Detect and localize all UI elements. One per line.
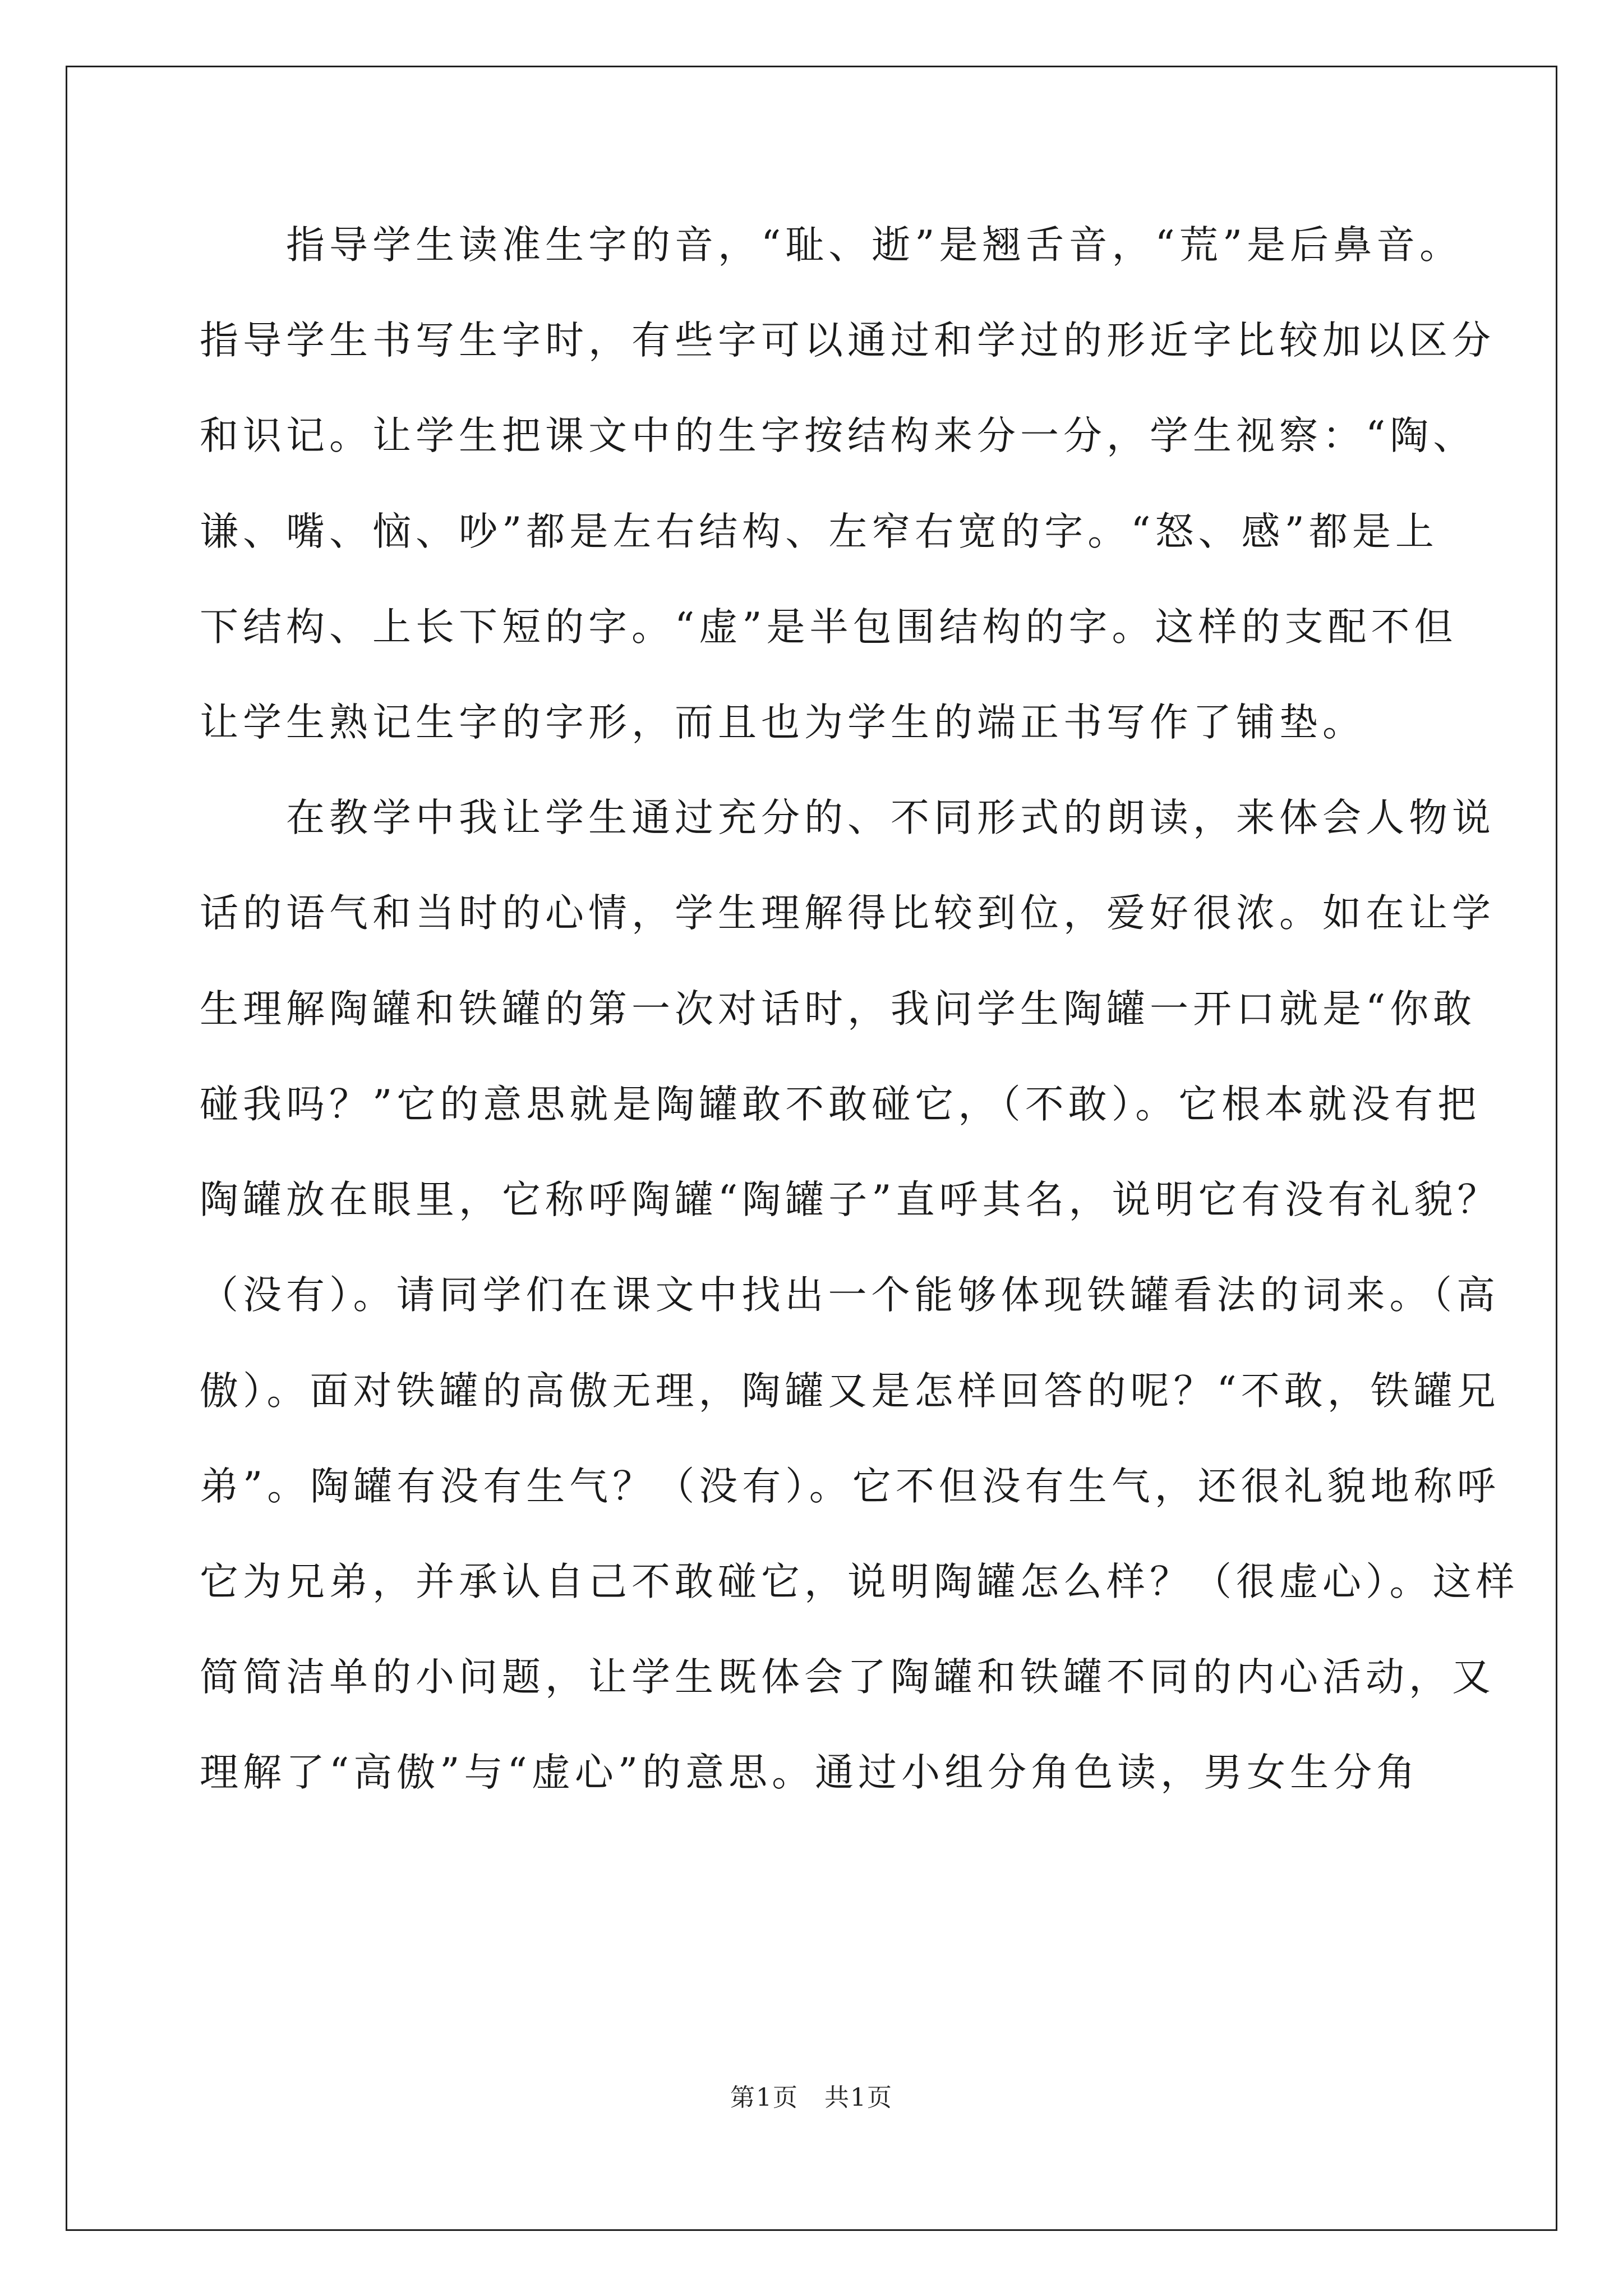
paragraph-line: 话的语气和当时的心情，学生理解得比较到位，爱好很浓。如在让学: [200, 891, 1495, 936]
paragraph-line: 理解了“高傲”与“虚心”的意思。通过小组分角色读，男女生分角: [200, 1750, 1420, 1795]
paragraph-line: 让学生熟记生字的字形，而且也为学生的端正书写作了铺垫。: [200, 700, 1366, 745]
paragraph-line: 弟”。陶罐有没有生气？（没有）。它不但没有生气，还很礼貌地称呼: [200, 1464, 1500, 1509]
page-number-footer: 第1页 共1页: [730, 2083, 893, 2112]
paragraph-line: 它为兄弟，并承认自己不敢碰它，说明陶罐怎么样？（很虚心）。这样: [200, 1559, 1519, 1604]
paragraph-line: 指导学生读准生字的音，“耻、逝”是翘舌音，“荒”是后鼻音。: [200, 223, 1463, 268]
paragraph-line: 生理解陶罐和铁罐的第一次对话时，我问学生陶罐一开口就是“你敢: [200, 987, 1477, 1032]
paragraph-line: 下结构、上长下短的字。“虚”是半包围结构的字。这样的支配不但: [200, 605, 1458, 650]
paragraph-line: （没有）。请同学们在课文中找出一个能够体现铁罐看法的词来。（高: [200, 1273, 1500, 1318]
paragraph-line: 简简洁单的小问题，让学生既体会了陶罐和铁罐不同的内心活动，又: [200, 1655, 1495, 1700]
paragraph-line: 和识记。让学生把课文中的生字按结构来分一分，学生视察：“陶、: [200, 413, 1477, 458]
paragraph-line: 碰我吗？”它的意思就是陶罐敢不敢碰它，（不敢）。它根本就没有把: [200, 1082, 1481, 1127]
paragraph-line: 指导学生书写生字时，有些字可以通过和学过的形近字比较加以区分: [200, 318, 1495, 363]
page-border: [66, 66, 1557, 2231]
paragraph-line: 谦、嘴、恼、吵”都是左右结构、左窄右宽的字。“怒、感”都是上: [200, 509, 1438, 554]
paragraph-line: 陶罐放在眼里，它称呼陶罐“陶罐子”直呼其名，说明它有没有礼貌？: [200, 1177, 1501, 1222]
paragraph-line: 在教学中我让学生通过充分的、不同形式的朗读，来体会人物说: [200, 795, 1495, 840]
paragraph-line: 傲）。面对铁罐的高傲无理，陶罐又是怎样回答的呢？“不敢，铁罐兄: [200, 1369, 1500, 1414]
